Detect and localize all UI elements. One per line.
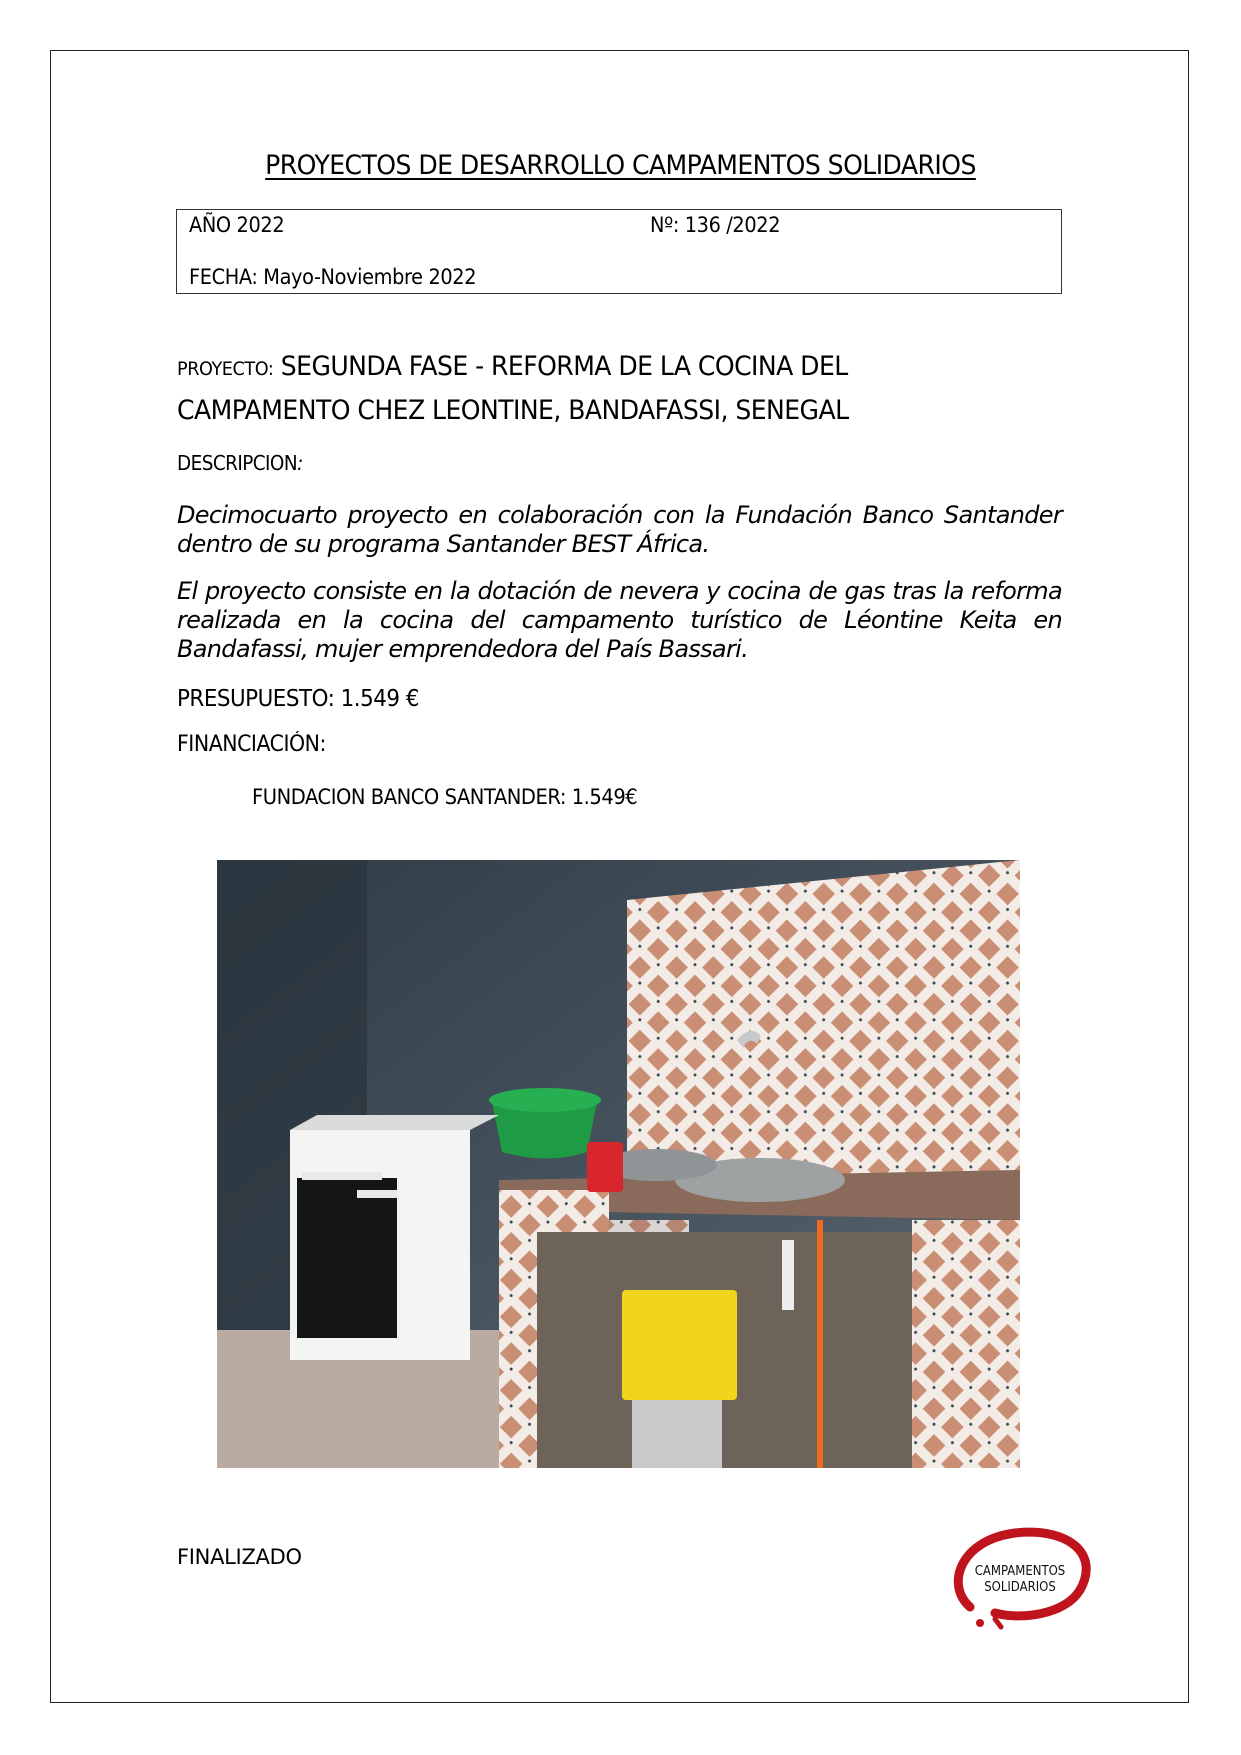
project-label: PROYECTO: [177,358,274,380]
description-label-text: DESCRIPCION [177,451,298,475]
logo-line1: CAMPAMENTOS [974,1564,1066,1579]
description-label [177,451,303,475]
financing-label: FINANCIACIÓN: [177,732,326,757]
document-title [43,150,1197,181]
year-field: AÑO 2022 [189,213,285,237]
project-number-field: Nº: 136 /2022 [650,213,781,237]
description-paragraph: Decimocuarto proyecto en colaboración con la Fundación Banco Santander dentro de su programa Santander BEST África. [177,501,1062,558]
description-colon: : [297,451,303,475]
project-heading [177,346,849,432]
project-title-line2: CAMPAMENTO CHEZ LEONTINE, BANDAFASSI, SENEGAL [177,395,849,426]
document-title-text: PROYECTOS DE DESARROLLO CAMPAMENTOS SOLIDARIOS [265,150,976,181]
logo-ring-icon [940,1515,1100,1635]
status-text: FINALIZADO [177,1545,302,1569]
project-title-line1: SEGUNDA FASE - REFORMA DE LA COCINA DEL [280,351,848,382]
description-paragraph: El proyecto consiste en la dotación de nevera y cocina de gas tras la reforma realizada en la cocina del campamento turístico de Léontine Keita en Bandafassi, mujer emprendedora del País Bassari. [177,577,1062,663]
campamentos-solidarios-logo [940,1515,1100,1635]
kitchen-photo-illustration [217,860,1020,1468]
financing-source: FUNDACION BANCO SANTANDER: 1.549€ [252,785,638,809]
kitchen-photo [217,860,1020,1468]
info-box [176,209,1062,294]
date-field: FECHA: Mayo-Noviembre 2022 [189,265,477,289]
budget-line: PRESUPUESTO: 1.549 € [177,686,420,712]
logo-line2: SOLIDARIOS [984,1580,1056,1595]
